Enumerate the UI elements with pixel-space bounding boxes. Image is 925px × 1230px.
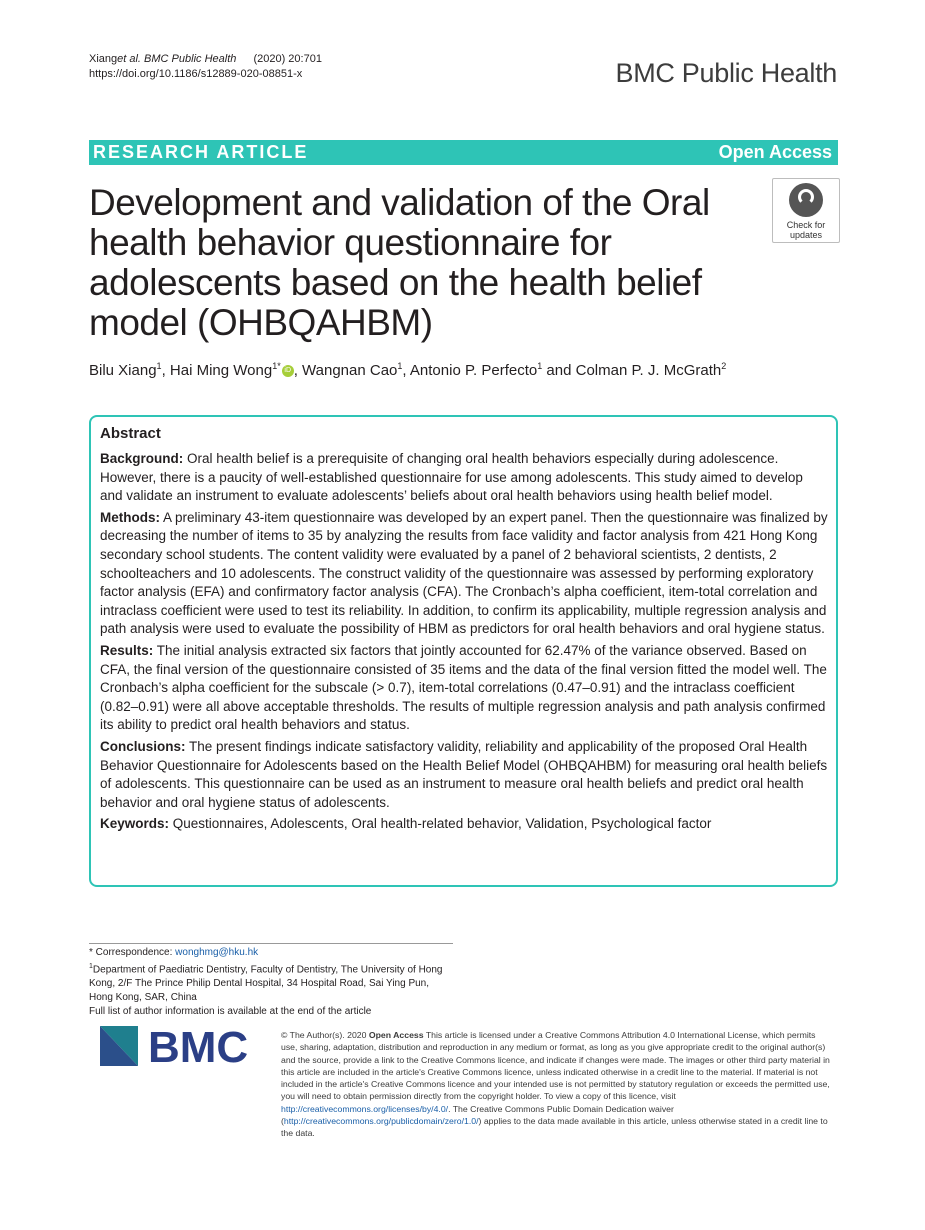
license-open-access: Open Access (368, 1030, 424, 1040)
license-part: ) applies to the data made available in this article, unless otherwise stated in a credit line to the data. (281, 1116, 828, 1139)
section-label: Conclusions: (100, 738, 186, 754)
abstract-methods (100, 509, 828, 639)
open-access-label: Open Access (718, 142, 832, 162)
author-affil: 1 (397, 361, 403, 371)
citation-line (89, 52, 322, 67)
author-affil: 1 (537, 361, 543, 371)
citation-volume: (2020) 20:701 (253, 53, 322, 65)
section-label: Keywords: (100, 816, 170, 832)
check-for-updates-badge[interactable] (772, 178, 840, 243)
check-updates-text (773, 220, 839, 240)
correspondence-email-link[interactable]: wonghmg@hku.hk (175, 947, 259, 958)
section-text: Oral health belief is a prerequisite of changing oral health behaviors especially during adolescence. However, there is a paucity of well-established questionnaire for use among adolescents. This study aimed to develop and validate an instrument to evaluate adolescents’ beliefs about oral health behaviors using health belief model. (100, 451, 803, 504)
abstract-results (100, 642, 828, 735)
article-meta (89, 52, 322, 82)
citation-journal: BMC Public Health (141, 53, 237, 65)
check-updates-icon (789, 183, 823, 217)
abstract-box (89, 415, 838, 887)
article-title: Development and validation of the Oral health behavior questionnaire for adolescents based on the health belief model (OHBQAHBM) (89, 182, 710, 343)
author-name[interactable]: Colman P. J. McGrath (575, 362, 722, 379)
section-label: Background: (100, 451, 184, 466)
section-text: Questionnaires, Adolescents, Oral health-related behavior, Validation, Psychological factor (169, 816, 712, 832)
affiliation-sup: 1 (89, 963, 93, 970)
bmc-logo-text: BMC (148, 1024, 249, 1068)
public-domain-link[interactable]: http://creativecommons.org/publicdomain/zero/1.0/ (283, 1116, 479, 1127)
abstract-background (100, 450, 828, 506)
correspondence-block (89, 946, 449, 1019)
license-text (281, 1029, 833, 1140)
section-label: Results: (100, 642, 154, 658)
author-separator: , (293, 362, 303, 379)
author-separator: , (161, 362, 170, 379)
doi-link[interactable]: https://doi.org/10.1186/s12889-020-08851-x (89, 68, 303, 80)
author-separator: , (402, 362, 410, 379)
footnote-divider (89, 943, 453, 944)
abstract-keywords (100, 815, 828, 834)
author-name[interactable]: Wangnan Cao (302, 362, 398, 379)
license-link[interactable]: http://creativecommons.org/licenses/by/4.0/ (281, 1103, 449, 1114)
author-name[interactable]: Antonio P. Perfecto (409, 362, 538, 379)
affiliation (89, 960, 449, 1005)
author-affil: 2 (721, 361, 727, 371)
article-type-banner (89, 140, 838, 165)
section-label: Methods: (100, 509, 160, 525)
section-text: The present findings indicate satisfactory validity, reliability and applicability of the proposed Oral Health Behavior Questionnaire for Adolescents based on the Health Belief Model (OHBQAHBM) for measuring oral health beliefs of adolescents. This questionnaire can be used as an instrument to measure oral health beliefs and predict oral health behavior and oral hygiene status of adolescents. (100, 738, 828, 810)
abstract-heading: Abstract (100, 425, 161, 442)
citation-et-al: et al. (117, 53, 141, 65)
affiliation-text: Department of Paediatric Dentistry, Faculty of Dentistry, The University of Hong Kong, 2/F The Prince Philip Dental Hospital, 34 Hospital Road, Sai Ying Pun, Hong Kong, SAR, China (89, 964, 443, 1004)
author-name[interactable]: Bilu Xiang (89, 362, 157, 379)
author-name[interactable]: Hai Ming Wong (169, 362, 273, 379)
journal-brand: BMC Public Health (615, 58, 837, 88)
orcid-icon[interactable]: iD (282, 365, 294, 377)
license-part: © The Author(s). 2020 (281, 1030, 369, 1040)
section-text: The initial analysis extracted six factors that jointly accounted for 62.47% of the variance observed. Based on CFA, the final version of the questionnaire consisted of 35 items and the data of the final version fitted the model well. The Cronbach’s alpha coefficient for the subscale (> 0.7), item-total correlations (0.47–0.91) and the intraclass coefficient (0.82–0.91) were all above acceptable thresholds. The results of multiple regression analysis and path analysis confirmed its ability to predict oral health behaviors and status. (100, 642, 827, 733)
correspondence-line (89, 946, 449, 960)
citation-authors: Xiang (89, 53, 118, 65)
bmc-logo (100, 1024, 260, 1068)
author-affil: 1* (272, 361, 281, 371)
check-updates-line2: updates (789, 230, 823, 240)
correspondence-label: * Correspondence: (89, 947, 176, 958)
bmc-logo-icon (100, 1024, 260, 1068)
author-affil: 1 (156, 361, 162, 371)
author-list (89, 361, 726, 379)
article-type-label: RESEARCH ARTICLE (93, 142, 309, 162)
license-part: This article is licensed under a Creative Commons Attribution 4.0 International License, which permits use, sharing, adaptation, distribution and reproduction in any medium or format, as long as you give appropriate credit to the original author(s) and the source, provide a link to the Creative Commons licence, and indicate if changes were made. The images or other third party material in this article are included in the article's Creative Commons licence, unless indicated otherwise in a credit line to the material. If material is not included in the article's Creative Commons licence and your intended use is not permitted by statutory regulation or exceeds the permitted use, you will need to obtain permission directly from the copyright holder. To view a copy of this licence, visit (281, 1030, 830, 1102)
author-separator: and (542, 362, 576, 379)
full-author-info-note: Full list of author information is available at the end of the article (89, 1006, 372, 1018)
abstract-conclusions (100, 738, 828, 812)
section-text: A preliminary 43-item questionnaire was developed by an expert panel. Then the questionnaire was finalized by decreasing the number of items to 35 by analyzing the results from face validity and factor analysis from 421 Hong Kong secondary school students. The content validity were evaluated by a panel of 2 behavioral scientists, 2 dentists, 2 schoolteachers and 10 adolescents. The construct validity of the questionnaire was assessed by performing exploratory factor analysis (EFA) and confirmatory factor analysis (CFA). The Cronbach’s alpha coefficient, item-total correlation and intraclass coefficient were used to test its reliability. In addition, to confirm its applicability, multiple regression analysis and path analysis were used to evaluate the possibility of HBM as predictors for oral health behaviors and oral hygiene status. (100, 509, 828, 637)
check-updates-line1: Check for (786, 220, 826, 230)
license-part: . The Creative Commons Public Domain Dedication waiver ( (281, 1103, 674, 1127)
